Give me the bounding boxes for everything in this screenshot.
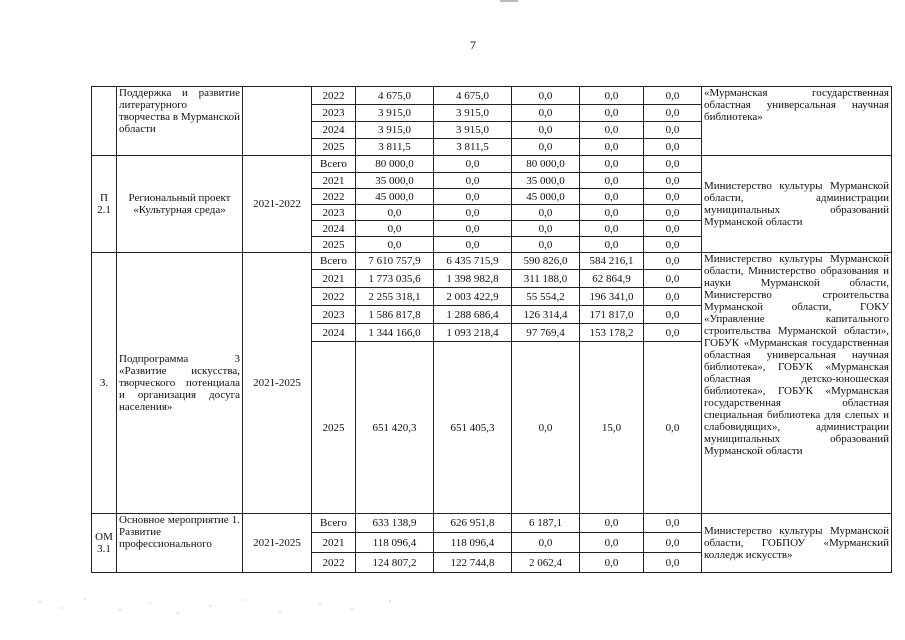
value-cell: 3 915,0	[434, 122, 512, 139]
value-cell: 0,0	[644, 553, 702, 573]
total-cell: 651 420,3	[356, 342, 434, 514]
value-cell: 0,0	[512, 342, 580, 514]
year-cell: 2024	[312, 221, 356, 237]
value-cell: 0,0	[644, 139, 702, 156]
value-cell: 0,0	[434, 237, 512, 253]
value-cell: 118 096,4	[434, 533, 512, 553]
value-cell: 0,0	[580, 553, 644, 573]
year-cell: 2023	[312, 105, 356, 122]
executor: Министерство культуры Мурманской области, ГОБПОУ «Мурманский колледж искусств»	[702, 514, 892, 573]
value-cell: 15,0	[580, 342, 644, 514]
measure-name: Региональный проект «Культурная среда»	[117, 156, 243, 253]
scan-noise	[0, 588, 905, 628]
executor: Министерство культуры Мурманской области, Министерство образования и науки Мурманской области, Министерство строительства Мурманской области, ГОКУ «Управление капитального строительства Мурманской области», ГОБУК «Мурманская государственная областная универсальная научная библиотека», ГОБУК «Мурманская областная детско-юношеская библиотека», ГОБУК «Мурманская государственная областная специальная библиотека для слепых и слабовидящих», администрации муниципальных образований Мурманской области	[702, 253, 892, 514]
year-cell: 2023	[312, 205, 356, 221]
total-cell: 0,0	[356, 205, 434, 221]
funding-table	[91, 86, 892, 573]
scan-mark	[500, 0, 518, 2]
value-cell: 0,0	[512, 533, 580, 553]
value-cell: 62 864,9	[580, 270, 644, 288]
year-cell: 2025	[312, 342, 356, 514]
total-cell: 633 138,9	[356, 514, 434, 533]
value-cell: 0,0	[580, 533, 644, 553]
value-cell: 80 000,0	[512, 156, 580, 173]
value-cell: 97 769,4	[512, 324, 580, 342]
value-cell: 6 187,1	[512, 514, 580, 533]
table-row	[92, 87, 892, 105]
value-cell: 0,0	[644, 306, 702, 324]
row-number: 3.	[92, 253, 117, 514]
value-cell: 0,0	[644, 105, 702, 122]
value-cell: 3 811,5	[434, 139, 512, 156]
total-cell: 1 586 817,8	[356, 306, 434, 324]
period	[243, 87, 312, 156]
table-row	[92, 253, 892, 270]
value-cell: 0,0	[580, 87, 644, 105]
value-cell: 126 314,4	[512, 306, 580, 324]
value-cell: 45 000,0	[512, 189, 580, 205]
value-cell: 0,0	[644, 237, 702, 253]
total-cell: 45 000,0	[356, 189, 434, 205]
value-cell: 0,0	[644, 189, 702, 205]
row-number: ОМ 3.1	[92, 514, 117, 573]
value-cell: 171 817,0	[580, 306, 644, 324]
year-cell: Всего	[312, 156, 356, 173]
total-cell: 0,0	[356, 237, 434, 253]
value-cell: 0,0	[644, 533, 702, 553]
total-cell: 0,0	[356, 221, 434, 237]
value-cell: 0,0	[644, 253, 702, 270]
year-cell: 2023	[312, 306, 356, 324]
value-cell: 196 341,0	[580, 288, 644, 306]
value-cell: 626 951,8	[434, 514, 512, 533]
period: 2021-2025	[243, 514, 312, 573]
value-cell: 0,0	[644, 270, 702, 288]
value-cell: 0,0	[580, 122, 644, 139]
value-cell: 0,0	[512, 237, 580, 253]
value-cell: 0,0	[434, 205, 512, 221]
value-cell: 55 554,2	[512, 288, 580, 306]
total-cell: 4 675,0	[356, 87, 434, 105]
value-cell: 122 744,8	[434, 553, 512, 573]
value-cell: 0,0	[644, 87, 702, 105]
value-cell: 0,0	[580, 189, 644, 205]
year-cell: 2024	[312, 122, 356, 139]
value-cell: 0,0	[644, 342, 702, 514]
value-cell: 584 216,1	[580, 253, 644, 270]
value-cell: 1 288 686,4	[434, 306, 512, 324]
value-cell: 3 915,0	[434, 105, 512, 122]
total-cell: 2 255 318,1	[356, 288, 434, 306]
executor: «Мурманская государственная областная универсальная научная библиотека»	[702, 87, 892, 156]
year-cell: 2025	[312, 139, 356, 156]
value-cell: 0,0	[512, 87, 580, 105]
total-cell: 80 000,0	[356, 156, 434, 173]
value-cell: 2 062,4	[512, 553, 580, 573]
value-cell: 6 435 715,9	[434, 253, 512, 270]
value-cell: 0,0	[434, 221, 512, 237]
value-cell: 0,0	[644, 205, 702, 221]
value-cell: 0,0	[644, 156, 702, 173]
value-cell: 651 405,3	[434, 342, 512, 514]
value-cell: 0,0	[512, 205, 580, 221]
year-cell: 2025	[312, 237, 356, 253]
value-cell: 0,0	[580, 139, 644, 156]
total-cell: 1 773 035,6	[356, 270, 434, 288]
value-cell: 0,0	[580, 221, 644, 237]
total-cell: 3 811,5	[356, 139, 434, 156]
total-cell: 1 344 166,0	[356, 324, 434, 342]
year-cell: Всего	[312, 253, 356, 270]
year-cell: 2022	[312, 288, 356, 306]
value-cell: 0,0	[644, 514, 702, 533]
value-cell: 0,0	[512, 105, 580, 122]
table-row	[92, 156, 892, 173]
value-cell: 4 675,0	[434, 87, 512, 105]
year-cell: 2024	[312, 324, 356, 342]
total-cell: 118 096,4	[356, 533, 434, 553]
value-cell: 0,0	[512, 122, 580, 139]
value-cell: 35 000,0	[512, 173, 580, 189]
value-cell: 0,0	[580, 173, 644, 189]
value-cell: 2 003 422,9	[434, 288, 512, 306]
period: 2021-2025	[243, 253, 312, 514]
year-cell: 2021	[312, 270, 356, 288]
measure-name: Основное мероприятие 1. Развитие профессионального	[117, 514, 243, 573]
value-cell: 0,0	[434, 189, 512, 205]
value-cell: 0,0	[512, 139, 580, 156]
value-cell: 0,0	[580, 105, 644, 122]
value-cell: 1 093 218,4	[434, 324, 512, 342]
table-row	[92, 514, 892, 533]
total-cell: 3 915,0	[356, 122, 434, 139]
value-cell: 0,0	[644, 288, 702, 306]
year-cell: 2022	[312, 189, 356, 205]
value-cell: 0,0	[512, 221, 580, 237]
value-cell: 153 178,2	[580, 324, 644, 342]
value-cell: 0,0	[644, 122, 702, 139]
executor: Министерство культуры Мурманской области, администрации муниципальных образований Мурманской области	[702, 156, 892, 253]
value-cell: 0,0	[580, 205, 644, 221]
value-cell: 0,0	[580, 156, 644, 173]
row-number	[92, 87, 117, 156]
total-cell: 124 807,2	[356, 553, 434, 573]
total-cell: 35 000,0	[356, 173, 434, 189]
period: 2021-2022	[243, 156, 312, 253]
value-cell: 0,0	[434, 173, 512, 189]
year-cell: 2022	[312, 553, 356, 573]
year-cell: 2021	[312, 173, 356, 189]
value-cell: 0,0	[644, 221, 702, 237]
year-cell: Всего	[312, 514, 356, 533]
year-cell: 2021	[312, 533, 356, 553]
value-cell: 311 188,0	[512, 270, 580, 288]
total-cell: 3 915,0	[356, 105, 434, 122]
measure-name: Подпрограмма 3 «Развитие искусства, творческого потенциала и организация досуга населения»	[117, 253, 243, 514]
value-cell: 0,0	[580, 514, 644, 533]
value-cell: 0,0	[644, 324, 702, 342]
value-cell: 0,0	[434, 156, 512, 173]
value-cell: 0,0	[644, 173, 702, 189]
page-number: 7	[470, 38, 476, 52]
row-number: П 2.1	[92, 156, 117, 253]
value-cell: 590 826,0	[512, 253, 580, 270]
measure-name: Поддержка и развитие литературного творчества в Мурманской области	[117, 87, 243, 156]
total-cell: 7 610 757,9	[356, 253, 434, 270]
value-cell: 0,0	[580, 237, 644, 253]
value-cell: 1 398 982,8	[434, 270, 512, 288]
year-cell: 2022	[312, 87, 356, 105]
